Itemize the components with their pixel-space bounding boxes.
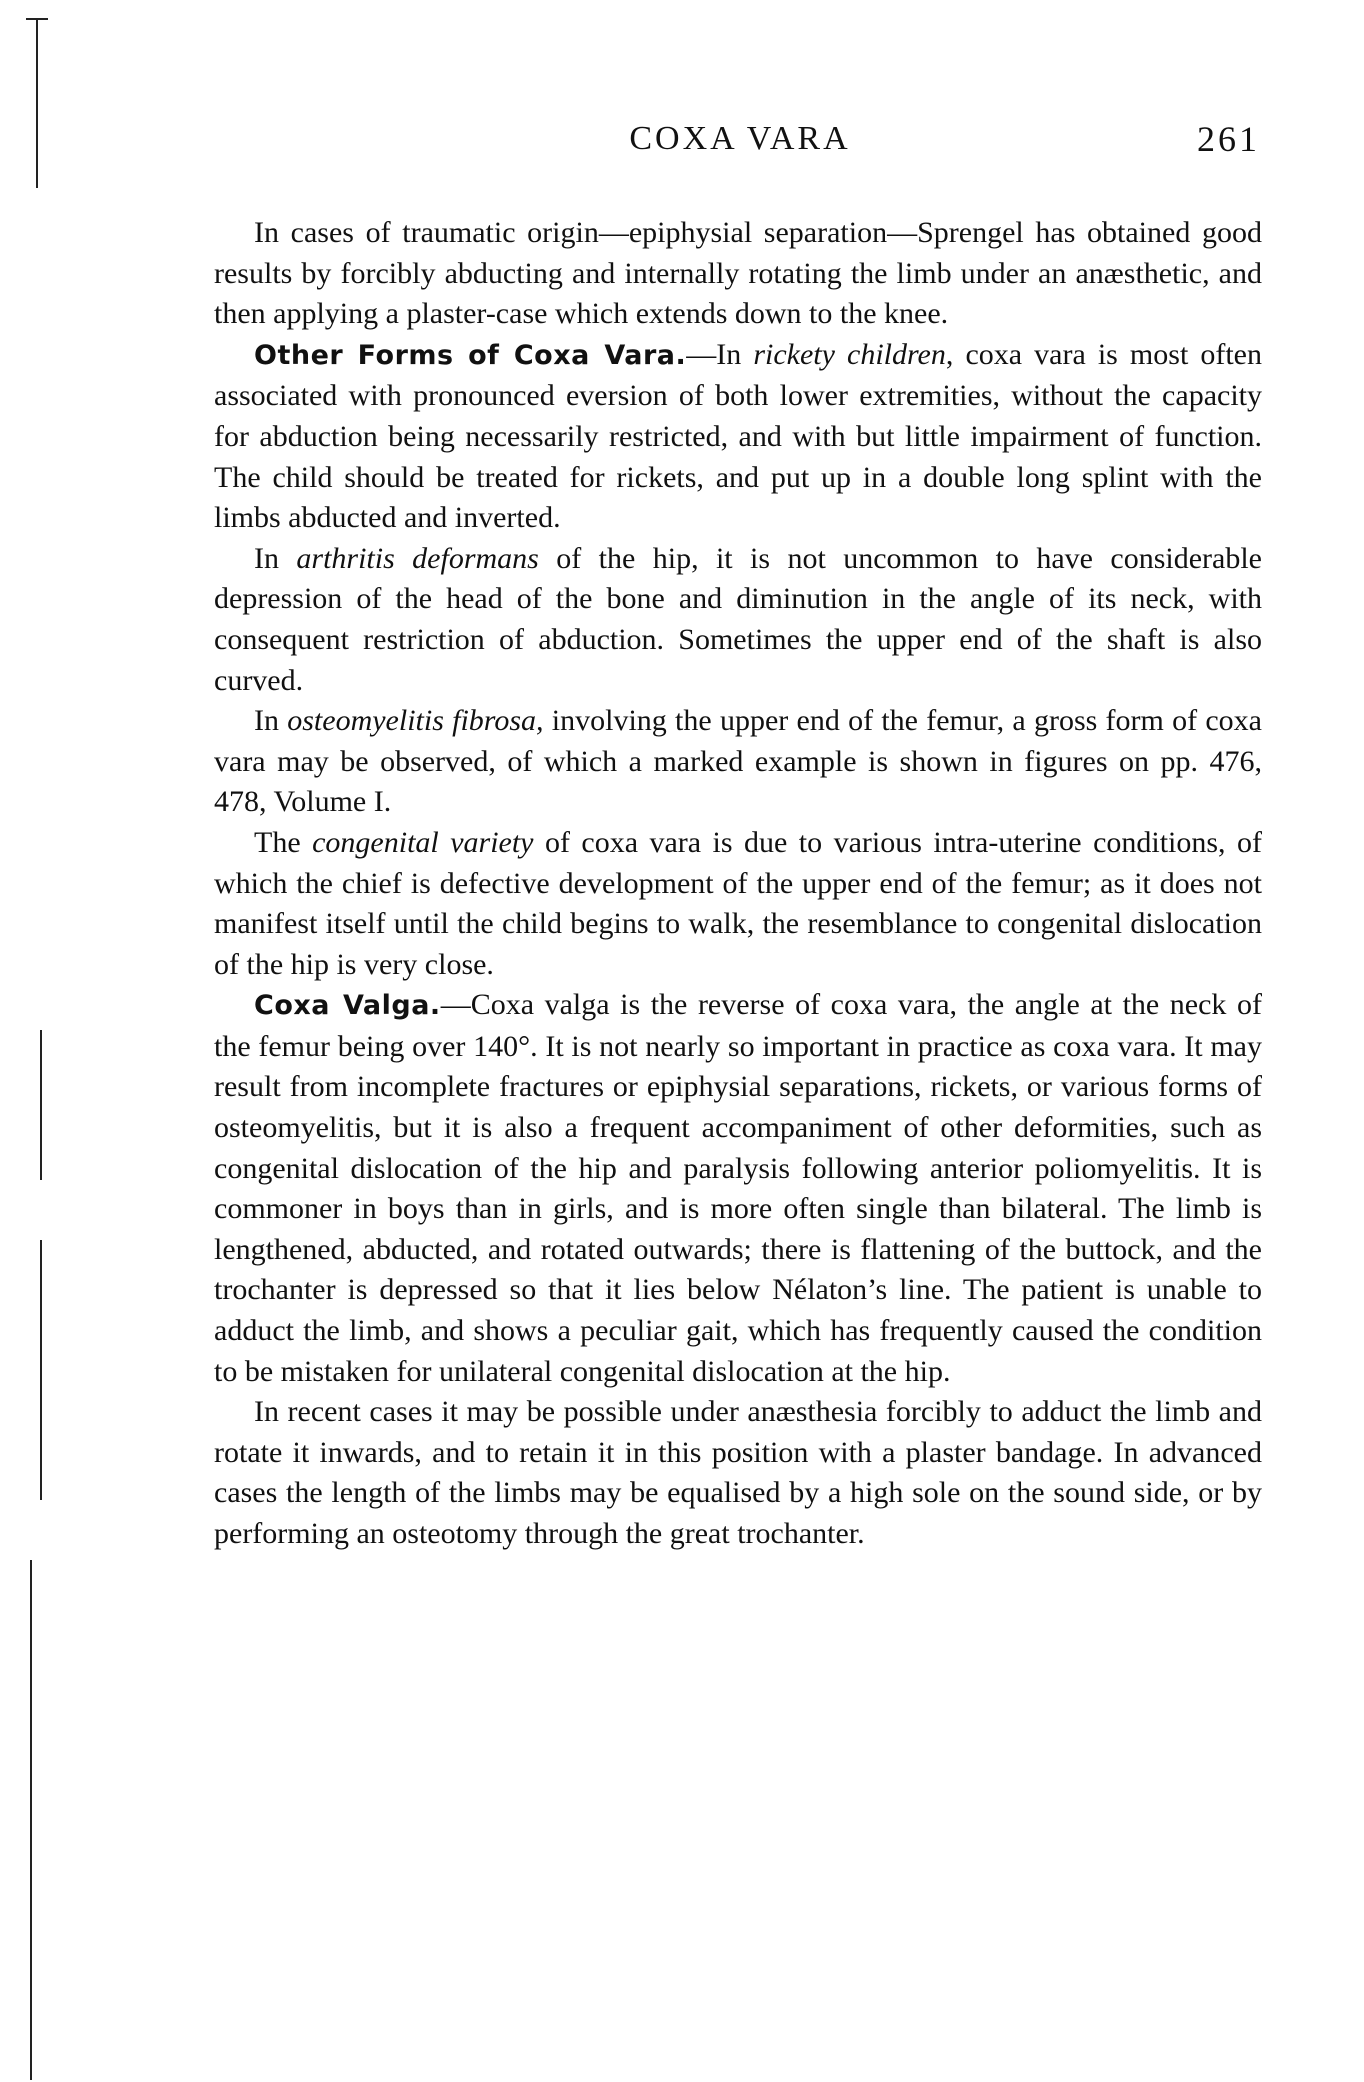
paragraph-arthritis-deformans — [214, 539, 1262, 701]
italic-term: arthritis deformans — [296, 541, 539, 575]
paragraph-text: of the hip, it is not uncommon to have considerable depression of the head of the bone and diminution in the angle of its neck, with consequent restriction of abduction. Sometimes the upper end of the shaft is also curved. — [214, 541, 1262, 697]
paragraph-text: —Coxa valga is the reverse of coxa vara, the angle at the neck of the femur being over 140°. It is not nearly so important in practice as coxa vara. It may result from incomplete fractures or epiphysial separations, rickets, or various forms of osteomyelitis, but it is also a frequent accompaniment of other deformities, such as congenital dislocation of the hip and paralysis following anterior poliomyelitis. It is commoner in boys than in girls, and is more often single than bilateral. The limb is lengthened, abducted, and rotated outwards; there is flattening of the buttock, and the trochanter is depressed so that it lies below Nélaton’s line. The patient is unable to adduct the limb, and shows a peculiar gait, which has frequently caused the condition to be mistaken for unilateral congenital dislocation at the hip. — [214, 988, 1262, 1388]
paragraph-text: In recent cases it may be possible under anæsthesia forcibly to adduct the limb and rotate it inwards, and to retain it in this position with a plaster bandage. In advanced cases the length of the limbs may be equalised by a high sole on the sound side, or by performing an osteotomy through the great trochanter. — [214, 1395, 1262, 1550]
paragraph-text: —In — [686, 337, 754, 371]
paragraph-text: , coxa vara is most often associated with pronounced eversion of both lower extremities, without the capacity for abduction being necessarily restricted, and with but little impairment of function. The child should be treated for rickets, and put up in a double long splint with the limbs abducted and inverted. — [214, 337, 1262, 535]
paragraph-osteomyelitis-fibrosa — [214, 701, 1262, 823]
paragraph-traumatic-origin — [214, 213, 1262, 335]
italic-term: congenital variety — [312, 825, 534, 859]
paragraph-congenital-variety — [214, 823, 1262, 985]
paragraph-text: of coxa vara is due to various intra-uterine conditions, of which the chief is defective development of the upper end of the femur; as it does not manifest itself until the child begins to walk, the resemblance to congenital dislocation of the hip is very close. — [214, 825, 1263, 981]
page-number: 261 — [1197, 119, 1260, 159]
paragraph-text: In — [254, 541, 297, 575]
paragraph-text: In — [254, 704, 288, 738]
running-title: COXA VARA — [629, 120, 851, 157]
paragraph-coxa-valga — [214, 985, 1262, 1392]
section-heading-coxa-valga: Coxa Valga. — [254, 990, 441, 1022]
paragraph-text: The — [254, 825, 313, 859]
paragraph-text: involving the upper end of the femur, a gross form of coxa vara may be observed, of which a marked example is shown in figures on pp. 476, 478, Volume I. — [214, 704, 1262, 819]
paragraph-text: In cases of traumatic origin—epiphysial separation—Sprengel has obtained good results by forcibly abducting and internally rotating the limb under an anæsthetic, and then applying a plaster-case which extends down to the knee. — [214, 216, 1262, 331]
paragraph-recent-cases — [214, 1392, 1262, 1554]
body-text — [214, 213, 1262, 1555]
italic-term: osteomyelitis fibrosa, — [287, 704, 544, 738]
paragraph-other-forms — [214, 335, 1262, 539]
running-head — [220, 118, 1260, 168]
italic-term: rickety children — [753, 337, 946, 371]
section-heading-other-forms: Other Forms of Coxa Vara. — [254, 339, 687, 371]
